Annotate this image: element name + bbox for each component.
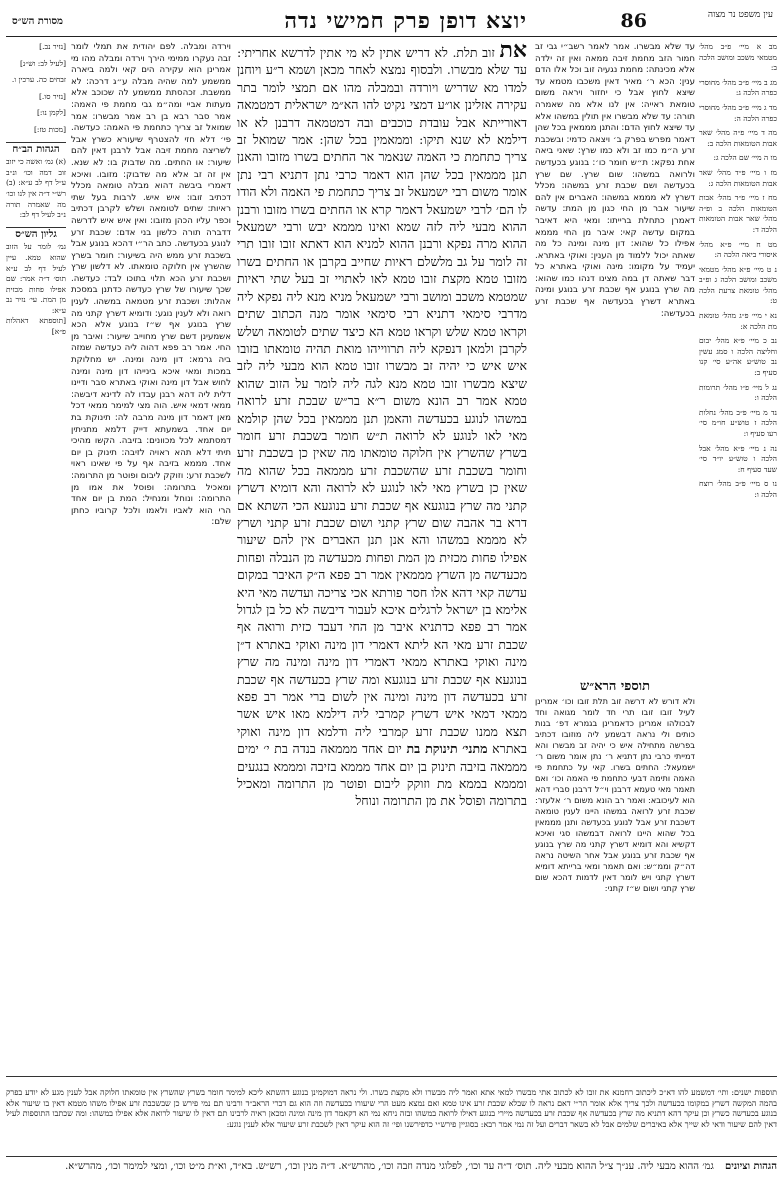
ein-mishpat-item: מב א מיי׳ פ״ב מהל׳ מטמאי משכב ומושב הלכה ב: [699, 42, 777, 73]
masoret-item: [לעיל לב: וש״נ] [19, 58, 66, 68]
masoret-item: [לקמן נו:] [36, 108, 66, 118]
ein-mishpat-item: מט ח מיי׳ פ״א מהל׳ איסורי ביאה הלכה ה: [699, 239, 777, 260]
gemara-body: זוב תלת. לא דריש אתין לא מי אתין לדרשא אחריתי: עד שלא מבשרו. ולבסוף נמצא לאחר מכאן ושמא ר״ע ויוחנן למדו מא שדריש ויורדה ובמבלה מהו אם תמצי לומר בתר עקירה אזלינן או״ע דמצי נקיט להו הא״מ ישראלית דמטמאה דאורייתא אבל עובדת כוכבים ובה דמטמאה דרבנן לא או דילמא לא שנא תיקו: וממאמין בכל שהן: אמר שמואל זב צריך כתחמת כי האמה שנאמר אר החתים בשרו מזובו והאנן תנן מממאין בכל שהן הוא דאמר כרבי נתן דתניא רבי נתן אומר משום רבי ישמעאל זב צריך כתחמת פי האמה ולא הודו לו הם׳ לרבי ישמעאל דאמר קרא או החתים בשרו מזובו ורבנן ההוא מבעי ליה לזה שמא ואינו מממא יבש ורבי ישמעאל ההוא מרה נפקא ורבנן ההוא למניא הוא דאתא זובו זובו תרי זה לומר על גב מלשלם ראיות שחייב בקרבן או החתים בשרו מזובו טמא מקצת זובו טמא לאו לאתויי זב בעל שתי ראיות שמטמא משכב ומושב ורבי ישמעאל מניא מנא ליה נפקא ליה מדרבי סימאי דתניא רבי סימאי אומר מנה הכתוב שתים וקראו טמא שלש וקראו טמא הא כיצד שתים לטומאה ושלש לקרבן ולמאן דנפקא ליה תרווייהו מואת תהיה טומאתו בזובו איש איש כי יהיה זב מבשרו זובו טמא הוא מבעי ליה לזב שיצא מבשרו זובו טמא מנא לגה ליה לומר על הזוב שהוא טמא אמר רב הונא משום ר״א בר״ש שבכת זרע לרואה במשהו לנוגע בכעדשה והאמן תנן מממאין בכל שהן קולמא מאי לאו לנוגע לא לרואה ת״ש חומר בשכבת זרע חומר בשרץ שהשרץ אין חלוקה טומאתו מה שאין כן בשכבת זרע וחומר בשכבת זרע שהשכבת זרע מממאה בכל שהוא מה שאין כן בשרץ מאי לאו לנוגע לא לרואה והא דומיא דשרץ קתני מה שרץ בנוגעא אף שכבת זרע בנוגעא הכי השתא אם דרא בר אהבה שום שרץ קתני ושום שכבת זרע קתני ושרץ לא מממא במשהו והא אנן תנן האברים אין להם שיעור אפילו פחות מכזית מן המת ופחות מכעדשה מן הנבלה ופחות מכעדשה מן השרץ מממאין אמר רב פפא ה״ק האיבר במקום עדשה קאי דהא אלו חסר פורתא אכי צריכה ועדשה מאי היא אלימא בן ישראל לרגלים איכא לעבור דיבשה לא כל בן לגדול אמר רב פפא כדתניא איבר מן החי דעבד כזית ורואה אף שכבת זרע מאי הא ליתא דאמרי דון מינה ואוקי באתרא ד״ן מינה ואוקי באתרא ממאי דאמרי דון מינה ומינה מה שרץ בנוגעא אף שכבת זרע בנוגעא ומה שרץ בכעדשה אף שכבת זרע בכעדשה דון מינה ומינה אין לשום ברי אמר רב פפא ממאי דמאי איש דשרץ קמרבי ליה דילמא מאו איש אשר תצא ממנו שכבת זרע קמרבי ליה ודלמא דון מינה ואוקי באתרא [237, 45, 527, 757]
ein-mishpat-item: נא י מיי׳ פ״ג מהל׳ טומאת מת הלכה א: [699, 311, 777, 331]
rashi-text: עד שלא מבשרו. אמר לאמר רשב״י גבי זב חמור הזב מחמת זיבה ממאה ואין זה ילדה אלא מכינתה: מחמת נגעיה זוב וכל אלו הדם ענין: הכא ר׳ מאיר דאין משכבו מטמא עד שיצא לחוץ אבל כי יחזור ויראה משום טומאת ראייה: אין לנו אלא מה שאמרה תורה: עד שלא מבשרו אין תולין במשהו אלא עד שיצא לחוץ הדם: והתנן מממאין בכל שהן דאמר מפרש בפרק ב׳ ויצאה כדמי: ובשכבת זרע ה״מ כמו זב ולא כמו שרץ: שאני ביאה אחת נפקא: ת״ש חומר כו׳: בנוגע בכעדשה ולרואה במשהו: שום שרץ. שם שרץ בכעדשה ושם שכבת זרע במשהו: מכלל דשרץ לא מממא במשהו: האברים אין להם שיעור אבר מן החי כגון מן המת: עדשה דאמרן כתחלת ברייתו: ומאי היא דאיבר במקום עדשה קאי: איבר מן החי מממא אפילו כל שהוא: דון מינה ומינה כל מה שאתה יכול ללמוד מן הענין: ואוקי באתרא. יעמיד על מקומו: מינה ואוקי באתרא כל דבר שאתה דן במה מצינו דנהו כמו שהוא: מה שרץ בנוגע אף שכבת זרע בנוגע ומינה באתרא דשרץ בכעדשה אף שכבת זרע בכעדשה: [535, 42, 695, 319]
ein-mishpat-item: מד ג מיי׳ פ״ב מהל׳ מחוסרי כפרה הלכה ה: [699, 102, 777, 123]
masoret-item: [נזיר נב.] [39, 42, 66, 51]
bottom-commentary [6, 1076, 777, 1150]
ein-mishpat-item: נו ס מיי׳ פ״ב מהל׳ רוצח הלכה ו: [699, 479, 777, 499]
talmud-page [6, 6, 777, 1182]
ein-mishpat-column [699, 42, 777, 1072]
ein-mishpat-item: מה ד מיי׳ פ״ה מהל׳ שאר אבות הטומאות הלכה ב: [699, 128, 777, 148]
masoret-column [6, 42, 66, 1072]
tosafot-commentary [71, 42, 231, 1072]
masoret-item: [מכות טז:] [34, 124, 66, 134]
gemara-paragraph [237, 42, 527, 810]
rashi-commentary [535, 42, 695, 682]
gilyon-title: גליון הש״ס [6, 227, 66, 241]
gemara-opening-word: את [499, 42, 527, 63]
ein-mishpat-item: נה נ מיי׳ פ״א מהל׳ אבל הלכה ו טוש״ע יו״ד סי׳ שעד סעיף ח: [699, 443, 777, 474]
gilyon-text: גמ׳ לומר על הזוב שהוא טמא. עיין לעיל דף לב ע״א תוס׳ ד״ה אמר: שם אפילו פחות מכזית מן המת. עי׳ נזיר נב ע״א: [6, 242, 66, 315]
masoret-references [6, 42, 66, 136]
mishnah-tag: תינוקת בת [406, 741, 458, 757]
ein-mishpat-item: נג ל מיי׳ פ״ו מהל׳ תרומות הלכה ו: [699, 382, 777, 403]
page-number: 86 [620, 10, 647, 32]
footer-text: גמ׳ ההוא מבעי ליה. ענ״ך צ״ל ההוא מבעי ליה. תוס׳ ד״ה עד וכו׳, לפלוגי מנדה וזבה וכו׳, מהרש״א. ד״ה מנין וכו׳, רש״ש. בא״ד, וא״ת מ״ט וכו׳, ומצי למימר וכו׳, מהרש״א. [65, 1161, 714, 1172]
ein-mishpat-item: מז ו מיי׳ פ״ד מהל׳ שאר אבות הטומאות הלכה ג: [699, 167, 777, 188]
hagahot-text: (א) גמ׳ ואשה כי יזוב זוב דמה וכו׳ ונ״ב ע״ל דף לב ע״א: (ב) רש״י ד״ה אין לנו וכו׳ מה שאמרה תורה נ״ב לעיל דף לב: [6, 157, 66, 220]
tosafot-rosh-title: תוספי הרא״ש [579, 679, 650, 694]
tosafot-text: וירדה ומבלה. לפם יהודית את תמלי לומר זבה נעקרו ממימי הירך וירדה ומבלה מהו מי אמרינן הוא עקירה הים קאי ולמה ביארה ממשמע למה שהיה מבלה ע״ג דרכה: לא ממשבת. זכהסתת ממשמע לה שכוכב אלא מעתות אביי ומה״מ גבי מחמת פי האמה: אמר סבר רבא בן רב אמר מבשרו: אמר שמואל זב צריך כתחמת פי האמה: כעדשה. פי׳ דלא חזי להצטרף שיעורא כשרץ אבל לשריצה מחמת זיבה אבל לרבנן דאין להם שיעור: או החתים. מה שדבוק בו: לא שנא. אין זה זב אלא מה שדבוק: מזובו. ואיכא דאמרי ביבשה דהוא מבלה טומאה מכלל דכתיב זובו: איש איש. לרבות בעל שתי ראיות: שתים לטומאה ושלש לקרבן דכתיב וכפר עליו הכהן מזובו: ואין איש איש לדרשה דדברה תורה כלשון בני אדם: שכבת זרע לנוגע בכעדשה. כתב הר״י דהכא בנוגע אבל בשכבת זרע ממש היה בשיעור: חומר בשרץ שהשרץ אין חלוקה טומאתו. לא דלשון שרץ ושכבת זרע הכא תלוי בתוכו לבד: כעדשה. שכך שיעורו של שרץ כעדשה כדתנן במסכת אהלות: ושכבת זרע מטמאה במשהו. לענין רואה ולא לענין נוגע: ודומיא דשרץ קתני מה שרץ בנוגע אף ש״ז בנוגע אלא הכא אשמעינן דשם שרץ מחוייב שיעור: ואיבר מן החי. אמר רב פפא דהוה ליה כעדשה שמזה ביה גרמא: דון מינה ומינה. יש מחלוקת במכות ומאי איכא בינייהו דון מינה ומינה לחוש אבל דון מינה ואוקי באתרא סבר ודיינו דלית ליה דהא רבנן עבדו לה לדינא דיבשה: ממאי דמאי איש. הוה מצי למימר ממאי דכל מאן דאמר דון מינה מרבה לה: תינוקת בת יום אחד. בשמעתא דייק דלמא מתניתין דמסתמא לכל מכוונים: בזיבה. הקשו מהיכי תיתי דלא תהא ראויה לזיבה: תינוק בן יום אחד. מממא בזיבה אף על פי שאינו ראוי לשכבת זרע: וזוקק ליבום ופוטר מן התרומה: ומאכיל בתרומה: ופוסל את אמו מן התרומה: ונוחל ומנחיל: המת בן יום אחד הרי הוא לאביו ולאמו ולכל קרוביו כחתן שלם: [71, 42, 231, 528]
mishnah-label: מתני׳ [462, 741, 488, 757]
ein-mishpat-item: מו ה מיי׳ שם הלכה ג: [713, 153, 777, 163]
footer-title: הגהות וציונים [724, 1161, 777, 1172]
mishnah-body: יום אחד מממאה בנדה בת י׳ ימים מממאה בזיבה תינוק בן יום אחד מממא בזיבה ומממא בנגעים ומממא בממא מת וזוקק ליבום ופוטר מן התרומה ומאכיל בתרומה ופוסל את מן התרומה ונוחל [237, 741, 527, 809]
page-footer [6, 1156, 777, 1185]
ein-mishpat-label: עין משפט נר מצוה [707, 10, 773, 20]
tosafot-rosh-commentary [535, 696, 695, 1072]
ein-mishpat-item: מח ז מיי׳ פ״ד מהל׳ אבות הטומאות הלכה ב ופ״ה מהל׳ שאר אבות הטומאות הלכה ד: [699, 193, 777, 234]
ein-mishpat-item: נד מ מיי׳ פ״ב מהל׳ נחלות הלכה ז טוש״ע חו״מ סי׳ רעו סעיף ו: [699, 407, 777, 438]
ein-mishpat-item: נ ט מיי׳ פ״א מהל׳ מטמאי משכב ומושב הלכה ג ופ״ב מהל׳ טומאת צרעת הלכה ט: [699, 264, 777, 306]
masoret-item: זבחים כה. ערכין ו. [11, 75, 66, 85]
tosafot-rosh-text: ולא דורש לא דרשה זוב תלת זובו וכו׳ אמרינן לעיל זובו זובו תרי חד לומר מגואה וחד לבכולהו אמרינן כדאמרינן בגמרא דפ׳ בנות כותים ולי נראה דבשמע ליה מוזובו דכתיב בפרשה מתחילה איש כי יהיה זב מבשרו והא דמייתי כרבי נתן דתניא ר׳ נתן אומר משום ר׳ ישמעאל: החתים בשרו. קאי על כתחמת פי האמה ותימה דבעי כתחמת פי האמה וכו׳ ואם תאמר מאי טעמא דרבנן וי״ל דרבנן סברי דהא הוא לעיכובא: ואמר רב הונא משום ר׳ אלעזר: שכבת זרע לרואה במשהו היינו לענין טומאה דשכבת זרע אבל לנוגע בכעדשה ותנן מממאין בכל שהוא היינו לרואה דבמשהו סגי ואיכא דקשיא והא דומיא דשרץ קתני מה שרץ בנוגע אף שכבת זרע בנוגע אבל אחר השיטה נראה דה״ק וממ״ש: ואם תאמר ומאי ברייתא דומיא דשרץ קתני ויש לומר דאין לדמות דהכא שום שרץ קתני ושום ש״ז קתני: [535, 696, 695, 893]
page-header [6, 6, 777, 37]
ein-mishpat-item: נב כ מיי׳ פ״א מהל׳ יבום וחליצה הלכה ו סמג עשין נב טוש״ע אה״ע סי׳ קנו סעיף ב: [699, 336, 777, 378]
tosafot-yeshanim-ref: [תוספתא דאהלות פ״א] [6, 316, 66, 337]
gemara-text [237, 42, 527, 1052]
page-title: יוצא דופן פרק חמישי נדה [284, 8, 527, 34]
hagahot-title: הגהות הב״ח [6, 142, 66, 156]
masoret-label: מסורת הש״ס [12, 16, 63, 27]
masoret-item: [נזיר סו.] [39, 91, 66, 101]
bottom-commentary-text: תוספות ישנים: ותי׳ דמשמע להו דא״כ ליכתוב רחמנא את זובו לא לכתוב אתי מבשרו למאי אתא ואמר ליה מבשרו ולא מקצת בשרו. ולי נראה דמוקמינן בנוגע דהשתא ליכא למימר חומר בשרץ שהשרץ אין טומאתו חלוקה אבל לענין מגע לא יודע בפרק בהמה המקשה דשרץ במקומו בכעדשה ולכך צריך אלא אומר הר״י דאם נראה לו שבלא שכבת זרע אינו טמא ואם נמצא מעט הרי שיעורו בכעדשה וזה הוא גם דברי הראב״ד ורבינו תם נמי פירש כן שבשכבת זרע אפילו משהו מטמא דאין בו שיעור אלא בנוגע בכעדשה כשרץ וכן עיקר דהא דתניא מה שרץ בכעדשה אף שכבת זרע בכעדשה מיירי בנוגע דאילו לרואה במשהו ובזה ניחא נמי הא דקאמר דון מינה ומינה ומכאן ראיה לרבינו תם דאין לו שיעור לרואה אלא אפילו במשהו: ומה שכתבו התוספות לעיל דאין להם שיעור ודאי לא שייך אלא באיברים שלמים אבל לא בשאר דברים ועל זה נמי אמר רבא: בסוגיין פירש״י כדפירשנו ופי׳ זה הוא עיקר דאין לשכבת זרע שיעור אלא לענין נוגע: [6, 1088, 777, 1129]
ein-mishpat-item: מג ב מיי׳ פ״ב מהל׳ מחוסרי כפרה הלכה ג: [699, 77, 777, 98]
